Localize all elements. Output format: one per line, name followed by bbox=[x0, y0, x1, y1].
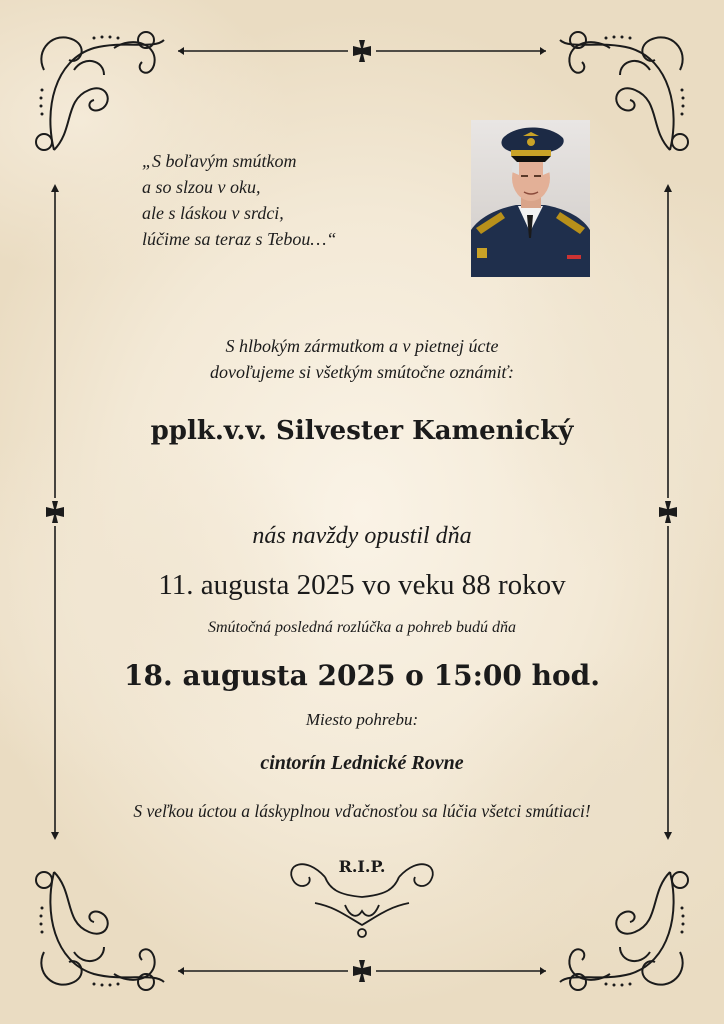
burial-place-label: Miesto pohrebu: bbox=[305, 710, 419, 729]
cross-pattee-icon bbox=[351, 40, 373, 62]
intro-line: dovoľujeme si všetkým smútočne oznámiť: bbox=[209, 362, 514, 382]
quote-line: lúčime sa teraz s Tebou…“ bbox=[142, 229, 337, 249]
intro-line: S hlbokým zármutkom a v pietnej úcte bbox=[225, 336, 499, 356]
deceased-name: pplk.v.v. Silvester Kamenický bbox=[150, 416, 574, 446]
portrait-photo bbox=[471, 120, 590, 277]
quote-line: „S boľavým smútkom bbox=[142, 151, 297, 171]
rip-text: R.I.P. bbox=[338, 857, 386, 876]
cross-pattee-icon bbox=[44, 501, 66, 523]
announcement-intro bbox=[0, 333, 724, 385]
funeral-line: Smútočná posledná rozlúčka a pohreb budú dňa bbox=[207, 619, 517, 636]
funeral-date: 18. augusta 2025 o 15:00 hod. bbox=[124, 659, 600, 692]
quote-line: ale s láskou v srdci, bbox=[142, 203, 284, 223]
cross-pattee-icon bbox=[351, 960, 373, 982]
farewell-line: S veľkou úctou a láskyplnou vďačnosťou sa lúčia všetci smútiaci! bbox=[133, 801, 591, 821]
death-date: 11. augusta 2025 vo veku 88 rokov bbox=[158, 569, 566, 601]
burial-place: cintorín Lednické Rovne bbox=[260, 752, 464, 774]
cross-pattee-icon bbox=[657, 501, 679, 523]
memorial-quote bbox=[142, 148, 402, 252]
passed-away-line: nás navždy opustil dňa bbox=[252, 523, 472, 549]
quote-line: a so slzou v oku, bbox=[142, 177, 261, 197]
